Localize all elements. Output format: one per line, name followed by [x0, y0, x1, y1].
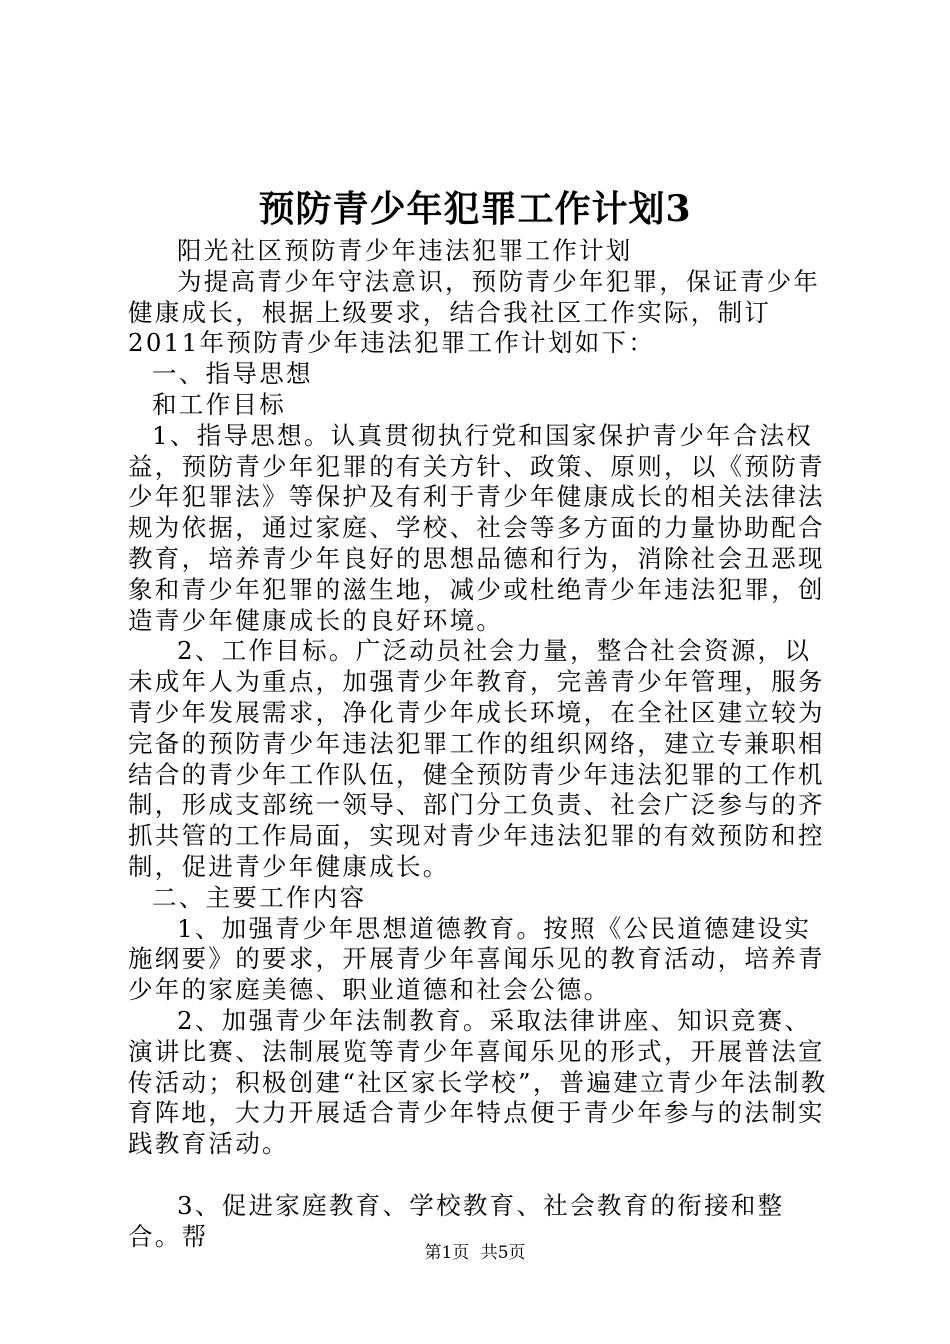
section-heading-1-cont: 和工作目标: [152, 389, 286, 419]
document-title: 预防青少年犯罪工作计划3: [258, 188, 692, 230]
intro-paragraph: 为提高青少年守法意识，预防青少年犯罪，保证青少年健康成长，根据上级要求，结合我社区工作实际，制订2011年预防青少年违法犯罪工作计划如下：: [128, 266, 821, 358]
work-goal-paragraph: 2、工作目标。广泛动员社会力量，整合社会资源，以未成年人为重点，加强青少年教育，完善青少年管理，服务青少年发展需求，净化青少年成长环境，在全社区建立较为完备的预防青少年违法犯罪工作的组织网络，建立专兼职相结合的青少年工作队伍，健全预防青少年违法犯罪的工作机制，形成支部统一领导、部门分工负责、社会广泛参与的齐抓共管的工作局面，实现对青少年违法犯罪的有效预防和控制，促进青少年健康成长。: [128, 636, 825, 881]
education-integration-paragraph: 3、促进家庭教育、学校教育、社会教育的衔接和整合。帮: [128, 1190, 785, 1251]
section-heading-1: 一、指导思想: [152, 359, 313, 389]
page-footer: [0, 1242, 950, 1264]
section-heading-2: 二、主要工作内容: [152, 882, 367, 912]
guiding-ideology-paragraph: 1、指导思想。认真贯彻执行党和国家保护青少年合法权益，预防青少年犯罪的有关方针、政策、原则，以《预防青少年犯罪法》等保护及有利于青少年健康成长的相关法律法规为依据，通过家庭、学校、社会等多方面的力量协助配合教育，培养青少年良好的思想品德和行为，消除社会丑恶现象和青少年犯罪的滋生地，减少或杜绝青少年违法犯罪，创造青少年健康成长的良好环境。: [128, 420, 825, 635]
legal-education-paragraph: 2、加强青少年法制教育。采取法律讲座、知识竞赛、演讲比赛、法制展览等青少年喜闻乐见的形式，开展普法宣传活动；积极创建“社区家长学校”，普遍建立青少年法制教育阵地，大力开展适合青少年特点便于青少年参与的法制实践教育活动。: [128, 1005, 828, 1159]
subtitle-paragraph: 阳光社区预防青少年违法犯罪工作计划: [177, 236, 633, 265]
page-total: 共5页: [480, 1243, 526, 1263]
page-number: 第1页: [424, 1243, 470, 1263]
moral-education-paragraph: 1、加强青少年思想道德教育。按照《公民道德建设实施纲要》的要求，开展青少年喜闻乐见的教育活动，培养青少年的家庭美德、职业道德和社会公德。: [128, 913, 825, 1005]
document-body: [128, 236, 828, 1253]
